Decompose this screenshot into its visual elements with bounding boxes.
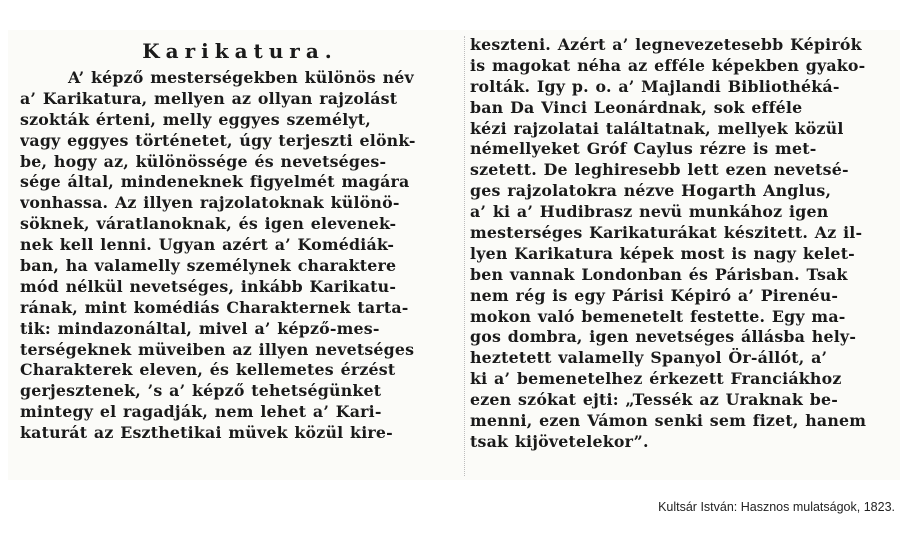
text-line: keszteni. Azért a’ legnevezetesebb Képirók — [470, 35, 862, 54]
text-line: Charakterek eleven, és kellemetes érzést — [20, 360, 396, 380]
text-line: terségeknek müveiben az illyen nevetséges — [20, 339, 415, 359]
left-column-text — [20, 68, 460, 444]
text-line: ben vannak Londonban és Párisban. Tsak — [470, 264, 848, 284]
text-line: szokták érteni, melly eggyes személyt, — [20, 109, 371, 129]
article-title: Karikatura. — [142, 39, 338, 63]
column-divider — [464, 36, 465, 476]
text-line: is magokat néha az efféle képekben gyako- — [470, 55, 866, 75]
right-column — [470, 35, 900, 453]
text-line: mód nélkül nevetséges, inkább Karikatu- — [20, 276, 397, 296]
text-line: mokon való bemenetelt festette. Egy ma- — [470, 306, 846, 326]
text-line: rolták. Igy p. o. a’ Majlandi Bibliothéká- — [470, 76, 840, 96]
text-line: gos dombra, igen nevetséges állásba hely- — [470, 327, 857, 347]
text-line: vonhassa. Az illyen rajzolatoknak különö- — [20, 193, 400, 213]
text-line: gerjesztenek, ’s a’ képző tehetségünket — [20, 381, 382, 401]
left-column — [20, 30, 460, 444]
text-line: vagy eggyes történetet, úgy terjeszti elönk- — [20, 130, 416, 150]
right-column-text — [470, 35, 900, 453]
text-line: nek kell lenni. Ugyan azért a’ Komédiák- — [20, 235, 395, 255]
source-caption: Kultsár István: Hasznos mulatságok, 1823. — [658, 500, 895, 514]
text-line: némellyeket Gróf Caylus rézre is met- — [470, 139, 817, 159]
text-line: mintegy el ragadják, nem lehet a’ Kari- — [20, 402, 382, 422]
text-line: katurát az Eszthetikai müvek közül kire- — [20, 423, 393, 443]
text-line: ban, ha valamelly személynek charaktere — [20, 256, 397, 276]
text-line: A’ képző mesterségekben különös név — [68, 68, 414, 87]
text-line: mesterséges Karikaturákat készitett. Az il- — [470, 223, 863, 243]
text-line: ges rajzolatokra nézve Hogarth Anglus, — [470, 181, 832, 201]
text-line: rának, mint komédiás Charakternek tarta- — [20, 297, 409, 317]
text-line: ki a’ bemenetelhez érkezett Franciákhoz — [470, 369, 842, 389]
text-line: menni, ezen Vámon senki sem fizet, hanem — [470, 411, 867, 431]
text-line: nem rég is egy Párisi Képiró a’ Pirenéu- — [470, 285, 839, 305]
text-line: heztetett valamelly Spanyol Ör-állót, a’ — [470, 348, 828, 368]
text-line: lyen Karikatura képek most is nagy kelet- — [470, 243, 855, 263]
text-line: kézi rajzolatai találtatnak, mellyek közül — [470, 118, 844, 138]
text-line: ezen szókat ejti: „Tessék az Uraknak be- — [470, 390, 838, 410]
scanned-newspaper-page — [8, 30, 900, 480]
text-line: ban Da Vinci Leonárdnak, sok efféle — [470, 97, 803, 117]
text-line: tik: mindazonáltal, mivel a’ képző-mes- — [20, 318, 380, 338]
text-line: szetett. De leghiresebb lett ezen nevetsé- — [470, 160, 849, 180]
text-line: a’ Karikatura, mellyen az ollyan rajzolást — [20, 88, 398, 108]
text-line: be, hogy az, különössége és nevetséges- — [20, 151, 387, 171]
text-line: sége által, mindeneknek figyelmét magára — [20, 172, 410, 192]
text-line: söknek, váratlanoknak, és igen elevenek- — [20, 214, 397, 234]
text-line: a’ ki a’ Hudibrasz nevü munkához igen — [470, 202, 829, 222]
text-line: tsak kijövetelekor”. — [470, 431, 649, 451]
